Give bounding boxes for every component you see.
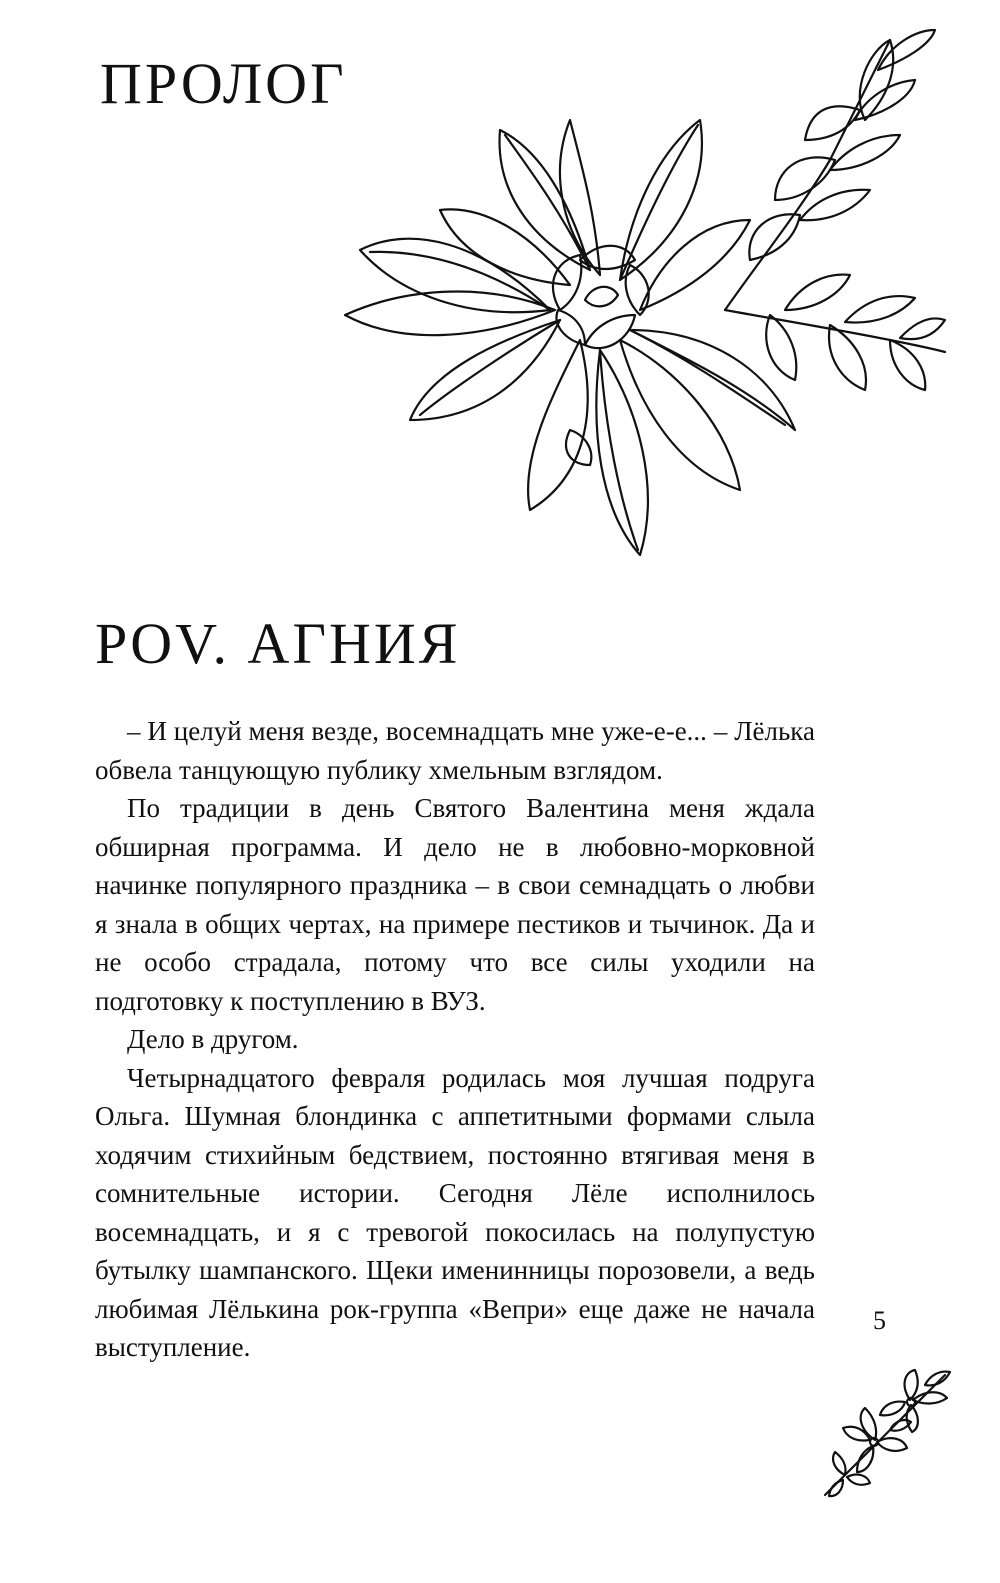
paragraph: По традиции в день Святого Валентина меня ждала обширная программа. И дело не в любовно-морковной начинке популярного праздника – в свои семнадцать о любви я знала в общих чертах, на примере пестиков и тычинок. Да и не особо страдала, потому что все силы уходили на подготовку к поступлению в ВУЗ. xyxy=(95,793,815,1016)
paragraph: Четырнадцатого февраля родилась моя лучшая подруга Ольга. Шумная блондинка с аппетитными формами слыла ходячим стихийным бедствием, постоянно втягивая меня в сомнительные истории. Сегодня Лёле исполнилось восемнадцать, и я с тревогой покосилась на полупустую бутылку шампанского. Щеки именинницы порозовели, а ведь любимая Лёлькина рок-группа «Вепри» еще даже не начала выступление. xyxy=(95,1062,815,1362)
page-number: 5 xyxy=(873,1306,886,1335)
flower-illustration-icon xyxy=(330,10,950,590)
section-title: POV. АГНИЯ xyxy=(95,611,461,676)
small-flowers-icon xyxy=(815,1360,955,1500)
chapter-title: ПРОЛОГ xyxy=(100,51,347,116)
paragraph: – И целуй меня везде, восемнадцать мне уже-е-е... – Лёлька обвела танцующую публику хмельным взглядом. xyxy=(95,716,815,785)
paragraph: Дело в другом. xyxy=(127,1024,299,1054)
body-text xyxy=(95,712,815,1367)
